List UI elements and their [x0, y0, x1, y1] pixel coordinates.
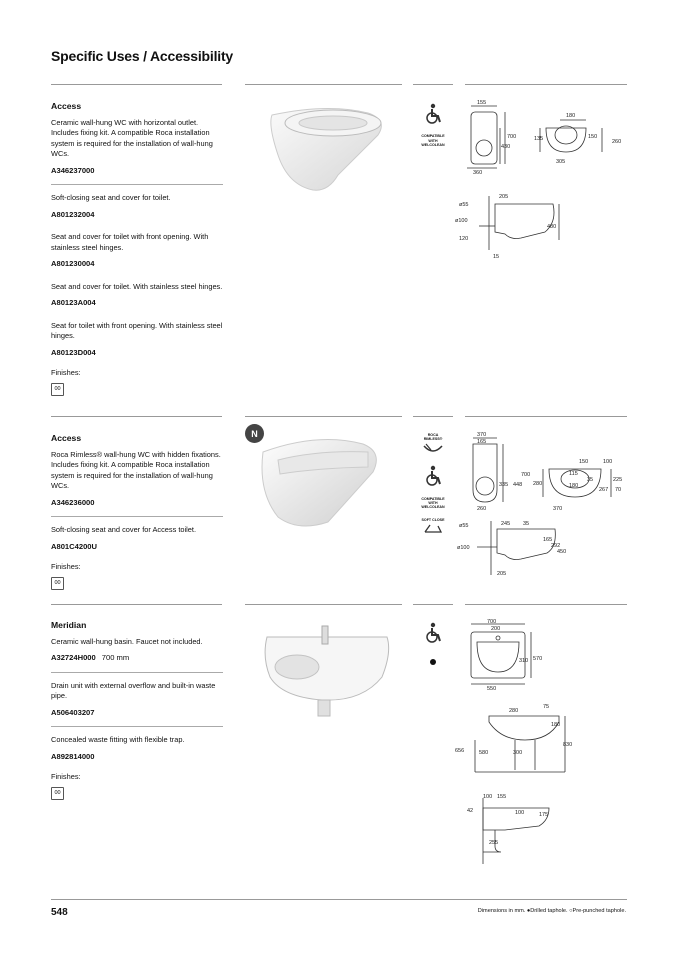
accessory-description: Seat for toilet with front opening. With stainless steel hinges. — [51, 320, 223, 340]
dim-label: 370 — [553, 506, 563, 512]
tech-drawing-side-2 — [457, 517, 567, 579]
tech-drawing-side-1 — [455, 190, 563, 260]
dim-label: 260 — [477, 506, 487, 512]
welcolean-compatible-icon: COMPATIBLE WITH WELCOLEAN — [421, 496, 445, 510]
divider — [51, 726, 223, 727]
dim-label: 448 — [513, 482, 523, 488]
dim-label: 550 — [487, 686, 497, 692]
product-description: Ceramic wall-hung basin. Faucet not included. — [51, 636, 203, 646]
product-code — [51, 653, 223, 664]
dim-label: 35 — [523, 521, 530, 527]
product-code: A346236000 — [51, 497, 95, 507]
accessory-code: A80123A004 — [51, 298, 96, 307]
dim-label: 450 — [557, 549, 567, 555]
tech-drawing-front-2 — [463, 430, 533, 512]
divider — [51, 672, 223, 673]
accessory-description: Drain unit with external overflow and built-in waste pipe. — [51, 680, 216, 700]
product-description: Ceramic wall-hung WC with horizontal outlet. Includes fixing kit. A compatible Roca installation system is required for the installation of wall-hung WCs. — [51, 117, 213, 158]
footer-note: Dimensions in mm. ●Drilled taphole. ○Pre-punched taphole. — [477, 908, 626, 914]
wheelchair-icon — [418, 465, 448, 488]
dim-label: 70 — [615, 487, 622, 493]
tech-drawing-front-1 — [463, 98, 531, 176]
dim-label: ø100 — [457, 545, 470, 551]
rimless-icon — [418, 433, 448, 457]
dim-label: 360 — [473, 170, 483, 176]
wc-photo-access — [258, 95, 393, 195]
basin-photo-meridian — [262, 622, 397, 722]
accessory-code: A80123D004 — [51, 347, 96, 357]
feature-icons-1 — [413, 103, 453, 156]
finish-swatch: 00 — [51, 577, 64, 590]
divider — [413, 604, 453, 605]
dim-label: 135 — [534, 136, 544, 142]
dim-label: ø55 — [459, 523, 469, 529]
dim-label: 75 — [543, 704, 550, 710]
dim-label: 700 — [521, 472, 531, 478]
dim-label: 480 — [547, 224, 557, 230]
dim-label: 200 — [491, 626, 501, 632]
dim-label: 205 — [499, 194, 509, 200]
dim-label: 430 — [501, 144, 511, 150]
dim-label: 305 — [556, 159, 566, 165]
accessory-description: Seat and cover for toilet. With stainless steel hinges. — [51, 281, 223, 291]
drilled-taphole-icon — [418, 657, 448, 668]
accessory-code: A506403207 — [51, 707, 95, 717]
accessory-code: A801230004 — [51, 259, 95, 268]
dim-label: 155 — [477, 100, 487, 106]
finishes-label: Finishes: — [51, 772, 81, 781]
dim-label: 310 — [519, 658, 529, 664]
dim-label: 205 — [497, 571, 507, 577]
divider — [51, 516, 223, 517]
dim-label: 335 — [499, 482, 509, 488]
product-description: Roca Rimless® wall-hung WC with hidden fixations. Includes fixing kit. A compatible Roca installation system is required for the installation of wall-hung WCs. — [51, 449, 221, 490]
dim-label: 180 — [566, 113, 576, 119]
dim-label: 100 — [483, 794, 493, 800]
divider — [51, 604, 222, 605]
dim-label: 580 — [479, 750, 489, 756]
dim-label: 180 — [569, 483, 579, 489]
dim-label: 165 — [477, 439, 487, 445]
dim-label: 656 — [455, 748, 465, 754]
dim-label: 100 — [515, 810, 525, 816]
dim-label: 120 — [459, 236, 469, 242]
tech-drawing-basin-side — [455, 790, 565, 868]
rimless-label: ROCA RIMLESS® — [423, 433, 443, 442]
dim-label: 292 — [551, 543, 561, 549]
dim-label: 300 — [513, 750, 523, 756]
accessory-code: A892814000 — [51, 751, 95, 761]
divider — [245, 604, 402, 605]
dim-label: 245 — [501, 521, 511, 527]
dim-label: 35 — [587, 477, 594, 483]
dim-label: 175 — [539, 812, 549, 818]
dim-label: 15 — [493, 254, 500, 260]
product-title: Meridian — [51, 620, 87, 630]
dim-label: 155 — [497, 794, 507, 800]
new-badge: N — [245, 424, 264, 443]
product-block-access-2 — [51, 433, 223, 590]
divider — [465, 84, 627, 85]
divider — [465, 604, 627, 605]
product-block-meridian — [51, 620, 223, 800]
dim-label: 180 — [551, 722, 561, 728]
divider — [465, 416, 627, 417]
dim-label: ø55 — [459, 202, 469, 208]
dim-label: ø100 — [455, 218, 468, 224]
product-block-access-1 — [51, 101, 223, 396]
dim-label: 267 — [599, 487, 609, 493]
tech-drawing-top-2 — [533, 455, 627, 517]
tech-drawing-basin-elevation — [455, 700, 575, 780]
page-title: Specific Uses / Accessibility — [51, 48, 233, 64]
accessory-description: Soft-closing seat and cover for Access toilet. — [51, 525, 197, 534]
accessory-code: A801232004 — [51, 209, 95, 219]
tech-drawing-top-1 — [532, 108, 626, 170]
footer-divider — [51, 899, 627, 900]
dim-label: 700 — [507, 134, 517, 140]
divider — [51, 184, 223, 185]
finish-swatch: 00 — [51, 787, 64, 800]
product-title: Access — [51, 101, 82, 111]
finishes-label: Finishes: — [51, 562, 81, 571]
dim-label: 100 — [603, 459, 613, 465]
dim-label: 370 — [477, 432, 487, 438]
accessory-description: Soft-closing seat and cover for toilet. — [51, 193, 171, 202]
finish-swatch: 00 — [51, 383, 64, 396]
dim-label: 830 — [563, 742, 573, 748]
product-code-value: A32724H000 — [51, 653, 96, 662]
feature-icons-3 — [413, 622, 453, 677]
product-title: Access — [51, 433, 82, 443]
dim-label: 280 — [533, 481, 543, 487]
tech-drawing-basin-front — [463, 618, 553, 692]
dim-label: 700 — [487, 619, 497, 625]
wc-photo-access-rimless — [258, 432, 393, 532]
dim-label: 255 — [489, 840, 499, 846]
feature-icons-2 — [413, 433, 453, 546]
dim-label: 260 — [612, 139, 622, 145]
page-number: 548 — [51, 907, 68, 918]
dim-label: 225 — [613, 477, 623, 483]
wheelchair-icon — [418, 622, 448, 645]
product-size: 700 mm — [101, 653, 130, 662]
dim-label: 150 — [588, 134, 598, 140]
product-code: A346237000 — [51, 165, 95, 175]
divider — [51, 416, 222, 417]
wheelchair-icon — [418, 103, 448, 126]
accessory-description: Seat and cover for toilet with front opening. With stainless steel hinges. — [51, 232, 209, 252]
accessory-description: Concealed waste fitting with flexible trap. — [51, 735, 185, 744]
divider — [413, 416, 453, 417]
soft-close-icon — [418, 518, 448, 538]
dim-label: 150 — [579, 459, 589, 465]
dim-label: 570 — [533, 656, 543, 662]
divider — [413, 84, 453, 85]
divider — [245, 84, 402, 85]
divider — [245, 416, 402, 417]
dim-label: 280 — [509, 708, 519, 714]
welcolean-compatible-icon: COMPATIBLE WITH WELCOLEAN — [421, 134, 445, 148]
soft-close-label: SOFT CLOSE — [421, 517, 445, 522]
finishes-label: Finishes: — [51, 368, 81, 377]
accessory-code: A801C4200U — [51, 541, 98, 551]
dim-label: 42 — [467, 808, 474, 814]
dim-label: 165 — [543, 537, 553, 543]
dim-label: 115 — [569, 471, 578, 477]
divider — [51, 84, 222, 85]
